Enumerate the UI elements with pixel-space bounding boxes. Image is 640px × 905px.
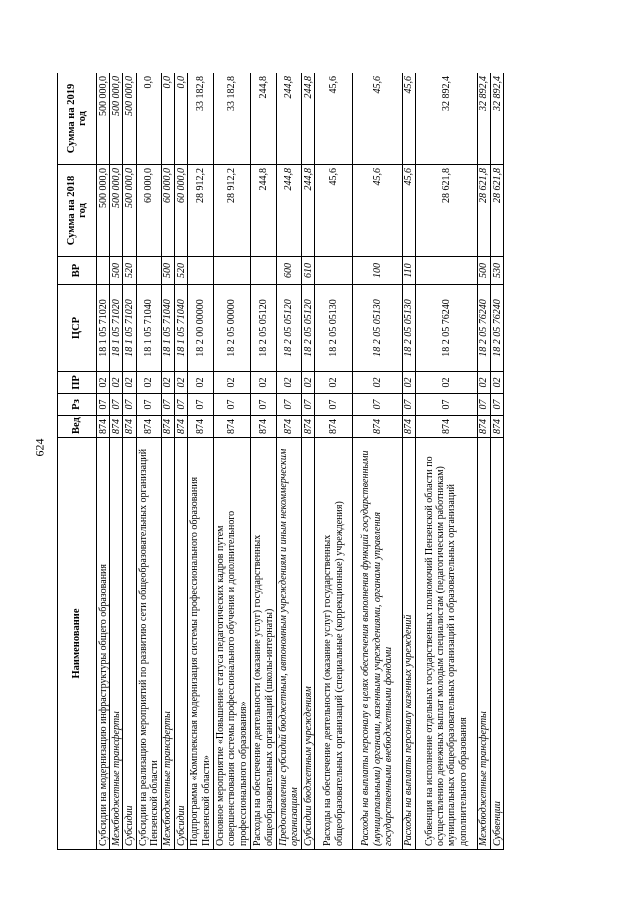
cell-sum-2019: 45,6 [352, 73, 402, 165]
header-pr: ПР [58, 372, 97, 394]
cell-vr: 110 [402, 257, 415, 285]
cell-ved: 874 [491, 416, 504, 438]
cell-name: Расходы на обеспечение деятельности (оказание услуг) государственных общеобразовательных организаций (школы-интернаты) [251, 438, 276, 850]
cell-csr: 18 2 00 00000 [188, 285, 213, 372]
table-row [97, 73, 110, 850]
cell-name: Субсидии бюджетным учреждениям [302, 438, 315, 850]
header-vr: ВР [58, 257, 97, 285]
table-header-row [58, 73, 97, 850]
cell-vr [213, 257, 251, 285]
cell-sum-2018: 28 621,8 [477, 165, 490, 257]
cell-pr: 02 [251, 372, 276, 394]
cell-rz: 07 [136, 394, 161, 416]
cell-csr: 18 2 05 05130 [315, 285, 353, 372]
cell-vr [415, 257, 477, 285]
header-csr: ЦСР [58, 285, 97, 372]
cell-pr: 02 [175, 372, 188, 394]
cell-sum-2018: 60 000,0 [161, 165, 174, 257]
cell-sum-2019: 500 000,0 [123, 73, 136, 165]
cell-vr: 100 [352, 257, 402, 285]
header-rz: Рз [58, 394, 97, 416]
cell-vr [97, 257, 110, 285]
cell-ved: 874 [188, 416, 213, 438]
cell-name: Субсидии на модернизацию инфраструктуры общего образования [97, 438, 110, 850]
table-row [302, 73, 315, 850]
cell-sum-2019: 45,6 [402, 73, 415, 165]
cell-csr: 18 1 05 71040 [161, 285, 174, 372]
cell-csr: 18 1 05 71040 [136, 285, 161, 372]
table-row [315, 73, 353, 850]
cell-sum-2018: 28 912,2 [188, 165, 213, 257]
cell-ved: 874 [415, 416, 477, 438]
cell-sum-2018: 28 621,8 [491, 165, 504, 257]
cell-sum-2018: 28 621,8 [415, 165, 477, 257]
cell-rz: 07 [213, 394, 251, 416]
table-row [477, 73, 490, 850]
cell-pr: 02 [110, 372, 123, 394]
cell-pr: 02 [97, 372, 110, 394]
cell-sum-2019: 0,0 [161, 73, 174, 165]
cell-pr: 02 [315, 372, 353, 394]
cell-sum-2019: 32 892,4 [415, 73, 477, 165]
cell-csr: 18 2 05 76240 [415, 285, 477, 372]
cell-vr: 500 [161, 257, 174, 285]
cell-ved: 874 [402, 416, 415, 438]
cell-sum-2019: 244,8 [251, 73, 276, 165]
cell-rz: 07 [302, 394, 315, 416]
table-row [213, 73, 251, 850]
cell-sum-2018: 244,8 [276, 165, 301, 257]
cell-csr: 18 2 05 00000 [213, 285, 251, 372]
cell-ved: 874 [477, 416, 490, 438]
cell-rz: 07 [110, 394, 123, 416]
cell-pr: 02 [123, 372, 136, 394]
table-row [352, 73, 402, 850]
header-sum-2018: Сумма на 2018 год [58, 165, 97, 257]
cell-csr: 18 1 05 71020 [110, 285, 123, 372]
cell-name: Основное мероприятие «Повышение статуса педагогических кадров путем совершенствования системы профессионального обучения и дополнительного профессионального образования» [213, 438, 251, 850]
table-row [175, 73, 188, 850]
cell-pr: 02 [491, 372, 504, 394]
header-ved: Вед [58, 416, 97, 438]
cell-sum-2019: 32 892,4 [491, 73, 504, 165]
cell-ved: 874 [315, 416, 353, 438]
header-sum-2019: Сумма на 2019 год [58, 73, 97, 165]
cell-vr: 500 [110, 257, 123, 285]
cell-vr: 520 [123, 257, 136, 285]
cell-name: Субсидии на реализацию мероприятий по развитию сети общеобразовательных организаций Пензенской области [136, 438, 161, 850]
cell-name: Субвенция на исполнение отдельных государственных полномочий Пензенской области по осуществлению денежных выплат молодым специалистам (педагогическим работникам) муниципальных общеобразовательных организаций и образовательных организаций дополнительного образования [415, 438, 477, 850]
cell-rz: 07 [415, 394, 477, 416]
cell-ved: 874 [302, 416, 315, 438]
cell-csr: 18 2 05 05120 [302, 285, 315, 372]
table-row [276, 73, 301, 850]
cell-rz: 07 [251, 394, 276, 416]
cell-sum-2018: 244,8 [251, 165, 276, 257]
cell-pr: 02 [188, 372, 213, 394]
cell-sum-2019: 32 892,4 [477, 73, 490, 165]
cell-sum-2019: 500 000,0 [110, 73, 123, 165]
cell-rz: 07 [491, 394, 504, 416]
cell-name: Расходы на выплаты персоналу казенных учреждений [402, 438, 415, 850]
cell-ved: 874 [276, 416, 301, 438]
page-number: 624 [32, 438, 47, 457]
cell-pr: 02 [477, 372, 490, 394]
cell-sum-2019: 33 182,8 [213, 73, 251, 165]
cell-ved: 874 [110, 416, 123, 438]
cell-rz: 07 [161, 394, 174, 416]
cell-ved: 874 [175, 416, 188, 438]
cell-sum-2019: 33 182,8 [188, 73, 213, 165]
cell-ved: 874 [97, 416, 110, 438]
cell-ved: 874 [352, 416, 402, 438]
table-row [402, 73, 415, 850]
cell-csr: 18 2 05 76240 [491, 285, 504, 372]
cell-sum-2019: 244,8 [302, 73, 315, 165]
table-row [136, 73, 161, 850]
cell-sum-2019: 244,8 [276, 73, 301, 165]
cell-rz: 07 [97, 394, 110, 416]
rotated-table-container [57, 73, 610, 850]
cell-pr: 02 [352, 372, 402, 394]
cell-ved: 874 [213, 416, 251, 438]
cell-csr: 18 2 05 05130 [402, 285, 415, 372]
cell-rz: 07 [123, 394, 136, 416]
cell-name: Межбюджетные трансферты [161, 438, 174, 850]
cell-vr [251, 257, 276, 285]
header-name: Наименование [58, 438, 97, 850]
table-row [415, 73, 477, 850]
cell-pr: 02 [276, 372, 301, 394]
cell-rz: 07 [276, 394, 301, 416]
cell-rz: 07 [315, 394, 353, 416]
cell-sum-2018: 60 000,0 [175, 165, 188, 257]
cell-pr: 02 [302, 372, 315, 394]
cell-sum-2018: 244,8 [302, 165, 315, 257]
table-body [97, 73, 504, 850]
cell-ved: 874 [161, 416, 174, 438]
cell-sum-2018: 28 912,2 [213, 165, 251, 257]
cell-vr: 530 [491, 257, 504, 285]
table-row [251, 73, 276, 850]
cell-rz: 07 [352, 394, 402, 416]
cell-ved: 874 [136, 416, 161, 438]
cell-vr [188, 257, 213, 285]
cell-pr: 02 [402, 372, 415, 394]
rotated-page-content [57, 73, 610, 850]
cell-sum-2019: 45,6 [315, 73, 353, 165]
cell-vr: 610 [302, 257, 315, 285]
cell-sum-2018: 45,6 [352, 165, 402, 257]
cell-sum-2018: 60 000,0 [136, 165, 161, 257]
cell-csr: 18 1 05 71020 [97, 285, 110, 372]
cell-rz: 07 [477, 394, 490, 416]
cell-vr: 600 [276, 257, 301, 285]
cell-csr: 18 2 05 05120 [251, 285, 276, 372]
cell-rz: 07 [188, 394, 213, 416]
cell-csr: 18 1 05 71020 [123, 285, 136, 372]
cell-name: Субсидии [175, 438, 188, 850]
cell-ved: 874 [251, 416, 276, 438]
cell-name: Подпрограмма «Комплексная модернизация системы профессионального образования Пензенской области» [188, 438, 213, 850]
cell-sum-2018: 500 000,0 [110, 165, 123, 257]
cell-csr: 18 2 05 76240 [477, 285, 490, 372]
cell-name: Расходы на обеспечение деятельности (оказание услуг) государственных общеобразовательных организаций (специальные (коррекционные) учреждения) [315, 438, 353, 850]
cell-pr: 02 [161, 372, 174, 394]
cell-vr [315, 257, 353, 285]
cell-rz: 07 [175, 394, 188, 416]
cell-sum-2018: 45,6 [402, 165, 415, 257]
cell-name: Межбюджетные трансферты [110, 438, 123, 850]
cell-ved: 874 [123, 416, 136, 438]
cell-name: Субвенции [491, 438, 504, 850]
cell-sum-2019: 500 000,0 [97, 73, 110, 165]
table-row [491, 73, 504, 850]
table-row [110, 73, 123, 850]
cell-csr: 18 1 05 71040 [175, 285, 188, 372]
cell-sum-2018: 500 000,0 [123, 165, 136, 257]
cell-pr: 02 [415, 372, 477, 394]
cell-csr: 18 2 05 05120 [276, 285, 301, 372]
cell-sum-2019: 0,0 [136, 73, 161, 165]
cell-name: Предоставление субсидий бюджетным, автономным учреждениям и иным некоммерческим организациям [276, 438, 301, 850]
cell-pr: 02 [136, 372, 161, 394]
table-row [188, 73, 213, 850]
cell-name: Расходы на выплаты персоналу в целях обеспечения выполнения функций государственными (муниципальными) органами, казенными учреждениями, органами управления государственными внебюджетными фондами [352, 438, 402, 850]
table-row [161, 73, 174, 850]
cell-sum-2018: 45,6 [315, 165, 353, 257]
cell-rz: 07 [402, 394, 415, 416]
cell-name: Субсидии [123, 438, 136, 850]
cell-vr: 500 [477, 257, 490, 285]
cell-sum-2018: 500 000,0 [97, 165, 110, 257]
cell-name: Межбюджетные трансферты [477, 438, 490, 850]
cell-csr: 18 2 05 05130 [352, 285, 402, 372]
cell-sum-2019: 0,0 [175, 73, 188, 165]
budget-table [57, 73, 504, 850]
table-row [123, 73, 136, 850]
cell-vr [136, 257, 161, 285]
cell-vr: 520 [175, 257, 188, 285]
cell-pr: 02 [213, 372, 251, 394]
